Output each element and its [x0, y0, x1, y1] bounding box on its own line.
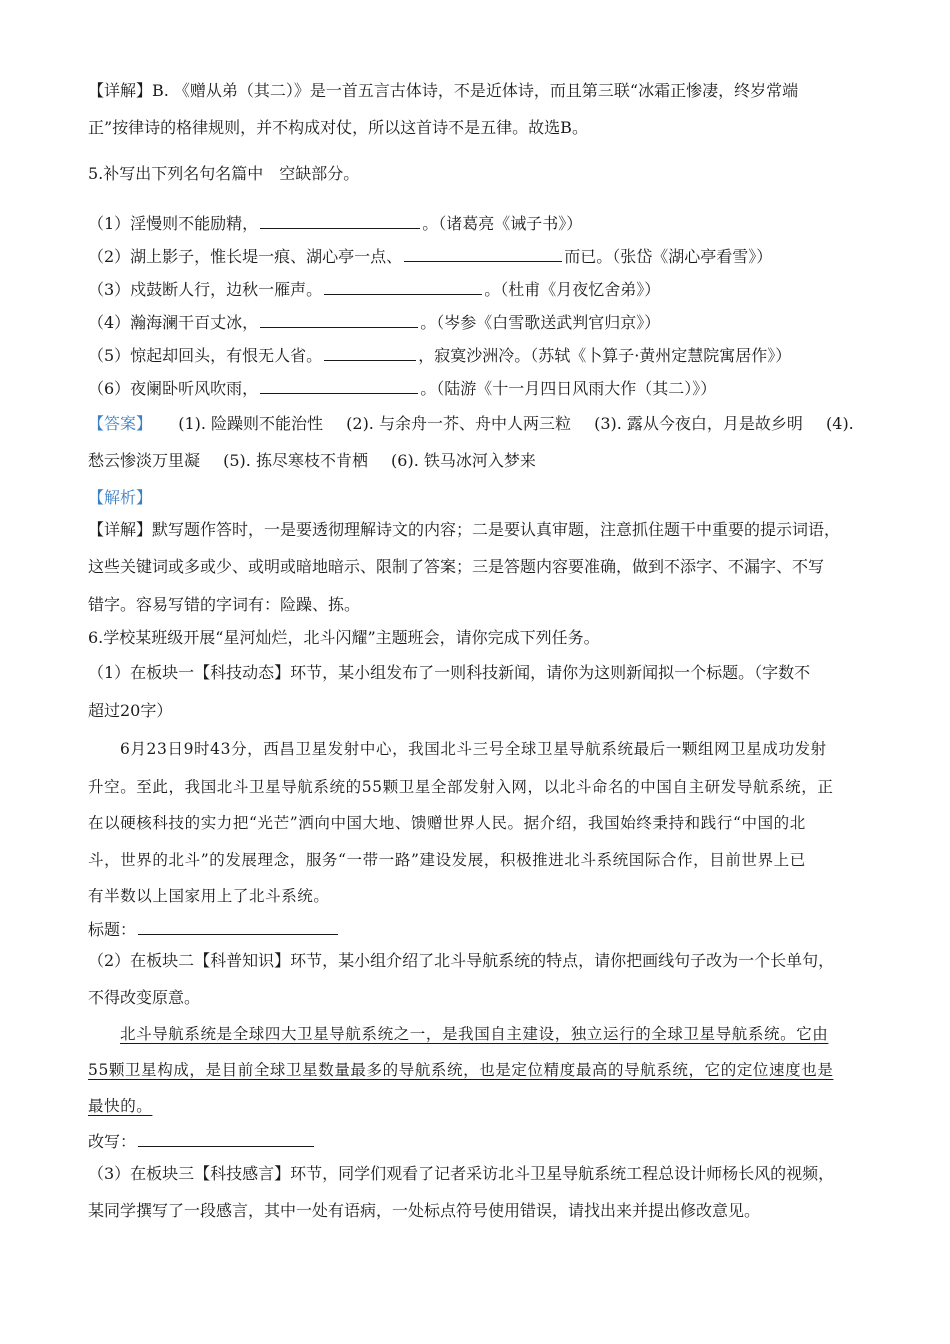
q5-answer-line2: 愁云惨淡万里凝 (5). 拣尽寒枝不肯栖 (6). 铁马冰河入梦来: [88, 451, 536, 470]
q5-item-6: （6）夜阑卧听风吹雨， 。（陆游《十一月四日风雨大作（其二）》）: [88, 379, 717, 398]
answer-blank[interactable]: [324, 344, 416, 361]
q5-item-3: （3）戍鼓断人行，边秋一雁声。 。（杜甫《月夜忆舍弟》）: [88, 280, 661, 299]
news-line-4: 斗，世界的北斗”的发展理念，服务“一带一路”建设发展，积极推进北斗系统国际合作，目前世界上已: [88, 851, 806, 869]
underlined-line-3: 最快的。: [88, 1097, 153, 1115]
rewrite-answer-blank[interactable]: [138, 1130, 314, 1147]
q6-part2-line2: 不得改变原意。: [88, 988, 201, 1007]
q6-part3-line2: 某同学撰写了一段感言，其中一处有语病，一处标点符号使用错误，请找出来并提出修改意见。: [88, 1201, 761, 1220]
news-line-5: 有半数以上国家用上了北斗系统。: [88, 887, 330, 905]
underlined-line-2: 55颗卫星构成，是目前全球卫星数量最多的导航系统，也是定位精度最高的导航系统，它的定位速度也是: [88, 1061, 834, 1079]
q5-detail-line2: 这些关键词或多或少、或明或暗地暗示、限制了答案；三是答题内容要准确，做到不添字、不漏字、不写: [88, 557, 825, 576]
title-answer-blank[interactable]: [138, 918, 338, 935]
news-line-3: 在以硬核科技的实力把“光芒”洒向中国大地、馈赠世界人民。据介绍，我国始终秉持和践行“中国的北: [88, 814, 806, 832]
q6-part3-line1: （3）在板块三【科技感言】环节，同学们观看了记者采访北斗卫星导航系统工程总设计师杨长风的视频，: [88, 1164, 835, 1183]
detail-q4-line1: 【详解】B. 《赠从弟（其二）》是一首五言古体诗，不是近体诗，而且第三联“冰霜正惨凄，终岁常端: [88, 81, 799, 100]
q5-detail-line3: 错字。容易写错的字词有：险躁、拣。: [88, 595, 361, 614]
detail-q4-line2: 正”按律诗的格律规则，并不构成对仗，所以这首诗不是五律。故选B。: [88, 118, 588, 137]
answer-blank[interactable]: [260, 377, 418, 394]
q5-title: 5.补写出下列名句名篇中 空缺部分。: [88, 164, 360, 183]
q5-item-4: （4）瀚海澜干百丈冰， 。（岑参《白雪歌送武判官归京》）: [88, 313, 661, 332]
q5-item-2: （2）湖上影子，惟长堤一痕、湖心亭一点、 而已。（张岱《湖心亭看雪》）: [88, 247, 773, 266]
q5-item-5: （5）惊起却回头，有恨无人省。 ，寂寞沙洲冷。（苏轼《卜算子·黄州定慧院寓居作》）: [88, 346, 792, 365]
q6-part2-line1: （2）在板块二【科普知识】环节，某小组介绍了北斗导航系统的特点，请你把画线句子改为一个长单句，: [88, 951, 835, 970]
news-line-1: 6月23日9时43分，西昌卫星发射中心，我国北斗三号全球卫星导航系统最后一颗组网卫星成功发射: [120, 740, 827, 758]
q5-detail-line1: 【详解】默写题作答时，一是要透彻理解诗文的内容；二是要认真审题，注意抓住题干中重要的提示词语，: [88, 520, 841, 539]
analysis-tag: 【解析】: [88, 488, 153, 507]
q5-answer-line1: 【答案】 (1). 险躁则不能治性 (2). 与余舟一芥、舟中人两三粒 (3). 露从今夜白，月是故乡明 (4).: [88, 414, 854, 433]
underlined-line-1: 北斗导航系统是全球四大卫星导航系统之一，是我国自主建设，独立运行的全球卫星导航系统。它由: [120, 1025, 829, 1043]
q6-part1-line1: （1）在板块一【科技动态】环节，某小组发布了一则科技新闻，请你为这则新闻拟一个标题。（字数不: [88, 663, 811, 682]
answer-blank[interactable]: [260, 212, 420, 229]
rewrite-answer-row: 改写：: [88, 1130, 890, 1154]
title-answer-row: 标题：: [88, 918, 890, 942]
answer-blank[interactable]: [324, 278, 482, 295]
answer-blank[interactable]: [260, 311, 418, 328]
answer-tag: 【答案】: [88, 414, 153, 433]
q6-part1-line2: 超过20字）: [88, 701, 173, 720]
answer-blank[interactable]: [404, 245, 562, 262]
news-line-2: 升空。至此，我国北斗卫星导航系统的55颗卫星全部发射入网，以北斗命名的中国自主研发导航系统，正: [88, 778, 834, 796]
q6-title: 6.学校某班级开展“星河灿烂，北斗闪耀”主题班会，请你完成下列任务。: [88, 628, 600, 647]
q5-item-1: （1）淫慢则不能励精， 。（诸葛亮《诫子书》）: [88, 214, 583, 233]
